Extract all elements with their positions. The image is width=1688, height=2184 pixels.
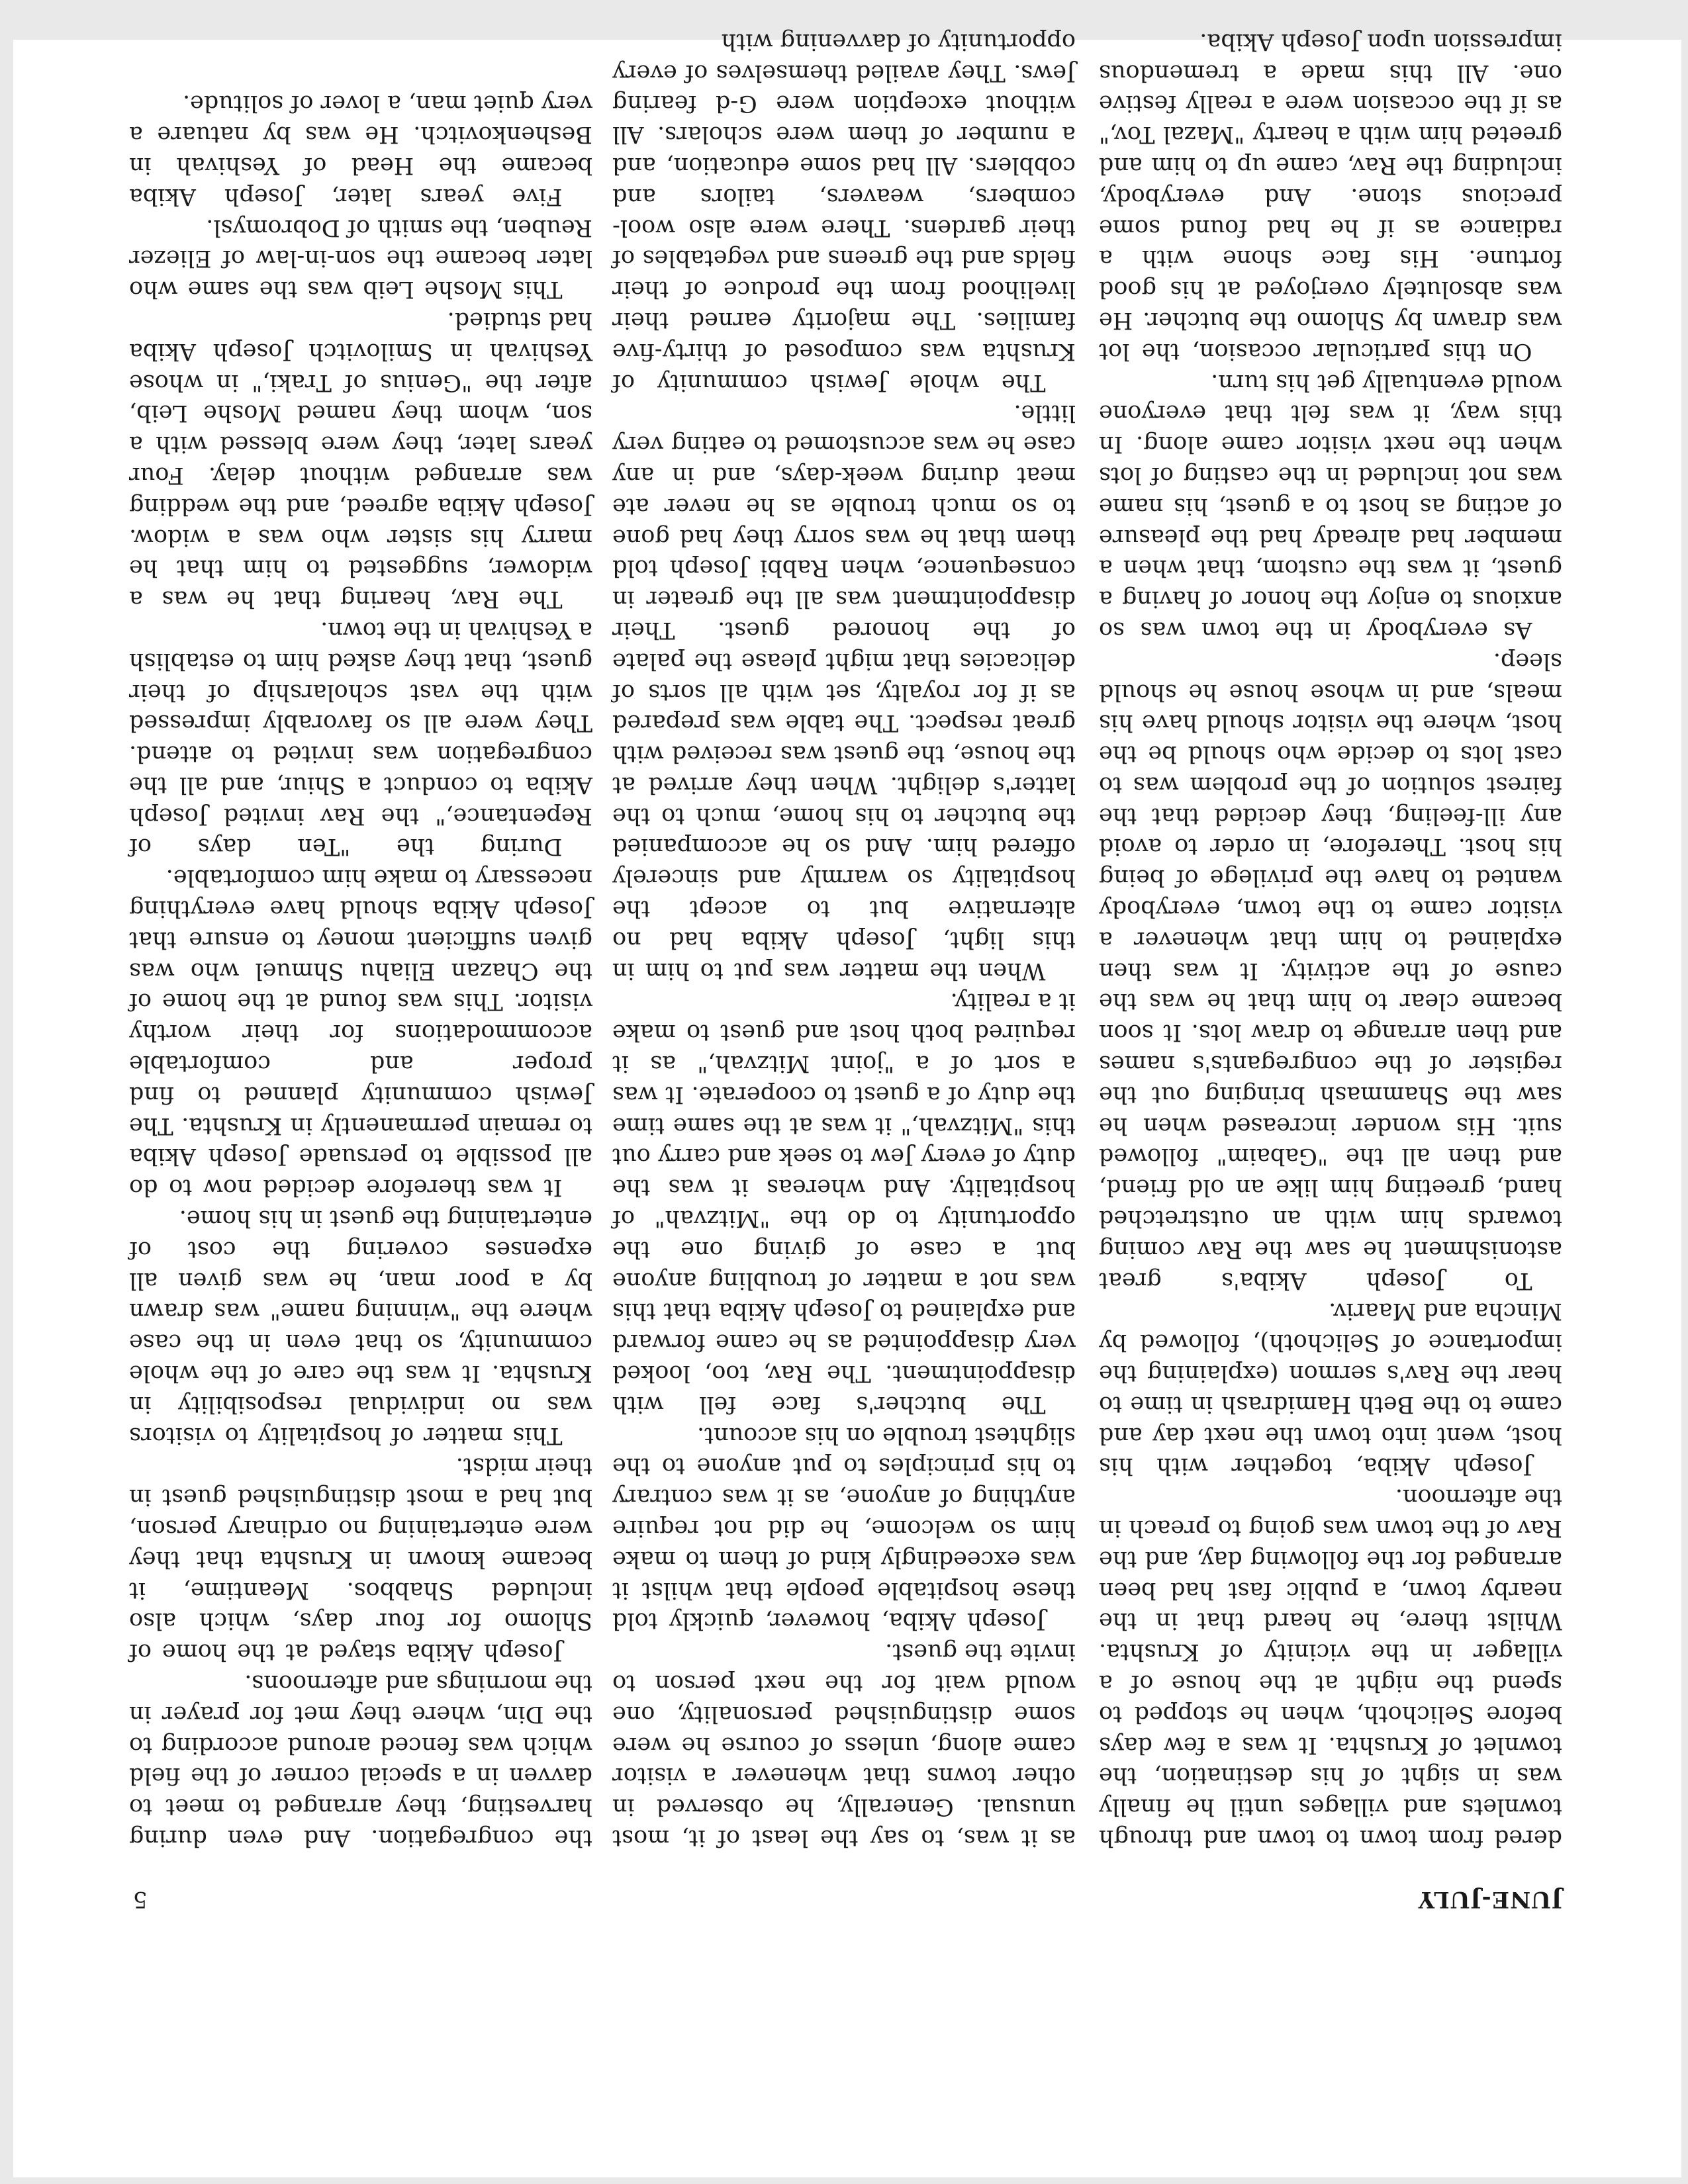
paragraph: To Joseph Akiba's great astonishment he saw the Rav coming towards him with an outstretched hand, greeting him like an old friend, and then all the "Gabaim" followed suit. His wonder increased when he saw the Shammash bringing out the register of the congregants's names and then arrange to draw lots. It soon became clear to him that he was the cause of the activity. It was then explained to him that whenever a visitor came to the town, everybody wanted to have the privilege of being his host. Therefore, in order to avoid any ill-feeling, they decided that the fairest solution of the problem was to cast lots to decide who should be the host, where the visitor should have his meals, and in whose house he should sleep.	[1099, 647, 1562, 1294]
paragraph: Five years later, Joseph Akiba became the Head of Yeshivah in Beshenkovitch. He was by natuare a very quiet man, a lover of solitude.	[129, 90, 592, 210]
paragraph: During the "Ten days of Repentance," the Rav invited Joseph Akiba to conduct a Shiur, and all the congregation was invited to attend. They were all so favorably impressed with the vast scholarship of their guest, that they asked him to establish a Yeshivah in the town.	[129, 616, 592, 860]
paragraph: The Rav, hearing that he was a widower, suggested to him that he marry his sister who was a widow. Joseph Akiba agreed, and the wedding was arranged without delay. Four years later, they were blessed with a son, whom they named Moshe Leib, after the "Genius of Traki," in whose Yeshivah in Smilovitch Joseph Akiba had studied.	[129, 306, 592, 613]
running-header	[119, 1873, 1575, 1913]
paragraph: As everybody in the town was so anxious to enjoy the honor of having a guest, it was the custom, that when a member had already had the pleasure of acting as host to a guest, his name was not included in the casting of lots when the next visitor came along. In this way, it was felt that everyone would eventually get his turn.	[1099, 369, 1562, 643]
paragraph: When the matter was put to him in this light, Joseph Akiba had no alternative but to accept the hospitality so warmly and sincerely offered him. And so he accompanied the butcher to his home, much to the latter's delight. When they arrived at the house, the guest was received with great respect. The table was prepared as if for royalty, set with all sorts of delicacies that might please the palate of the honored guest. Their disappointment was all the greater in consequence, when Rabbi Joseph told them that he was sorry they had gone to so much trouble as he never ate meat during week-days, and in any case he was accustomed to eating very little.	[612, 400, 1076, 984]
paragraph: dered from town to town and through townlets and villages until he finally was in sight of his destination, the townlet of Krushta. It was a few days before Selichoth, when he stopped to spend the night at the house of a villager in the vicinity of Krushta. Whilst there, he heard that in the nearby town, a public fast had been arranged for the following day, and the Rav of the town was going to preach in the afternoon.	[1099, 1484, 1562, 1851]
text-column-2	[612, 28, 1076, 1853]
paragraph: Joseph Akiba stayed at the home of Shlomo for four days, which also included Shabbos. Meantime, it became known in Krushta that they were entertaining no ordinary person, but had a most distinguished guest in their midst.	[129, 1453, 592, 1666]
text-column-1	[1099, 28, 1562, 1853]
paragraph: the congregation. And even during harvesting, they arranged to meet to davven in a special corner of the field which was fenced around according to the Din, where they met for prayer in the mornings and afternoons.	[129, 1670, 592, 1851]
paragraph: The whole Jewish community of Krushta was composed of thirty-five families. The majority earned their livelihood from the produce of their fields and the greens and vegetables of their gardens. There were also wool-combers, weavers, tailors and cobblers. All had some education, and a number of them were scholars. All without exception were G-d fearing Jews. They availed themselves of every opportunity of davvening with	[612, 28, 1076, 396]
paragraph: The butcher's face fell with disappointment. The Rav, too, looked very disappointed as he came forward and explained to Joseph Akiba that this was not a matter of troubling anyone but a case of giving one the opportunity to do the "Mitzvah" of hospitality. And whereas it was the duty of every Jew to seek and carry out this "Mitzvah," it was at the same time the duty of a guest to cooperate. It was a sort of a "joint Mitzvah," as it required both host and guest to make it a reality.	[612, 988, 1076, 1418]
page-number: 5	[132, 1886, 148, 1913]
paragraph: as it was, to say the least of it, most unusual. Generally, he observed in other towns that whenever a visitor came along, unless of course he were some distinguished personality, one would wait for the next person to invite the guest.	[612, 1639, 1076, 1851]
paragraph: It was therefore decided now to do all possible to persuade Joseph Akiba to remain permanently in Krushta. The Jewish community planned to find proper and comfortable accommodations for their worthy visitor. This was found at the home of the Chazan Eliahu Shmuel who was given sufficient money to ensure that Joseph Akiba should have everything necessary to make him comfortable.	[129, 864, 592, 1201]
paragraph: This matter of hospitality to visitors was no individual resposibility in Krushta. It was the care of the whole community, so that even in the case where the "winning name" was drawn by a poor man, he was given all expenses covering the cost of entertaining the guest in his home.	[129, 1205, 592, 1449]
paragraph: Joseph Akiba, together with his host, went into town the next day and came to the Beth Hamidrash in time to hear the Rav's sermon (explaining the importance of Selichoth), followed by Mincha and Maariv.	[1099, 1298, 1562, 1480]
paragraph: On this particular occasion, the lot was drawn by Shlomo the butcher. He was absolutely overjoyed at his good fortune. His face shone with a radiance as if he had found some precious stone. And everybody, including the Rav, came up to him and greeted him with a hearty "Mazal Tov," as if the occasion were a really festive one. All this made a tremendous impression upon Joseph Akiba.	[1099, 28, 1562, 365]
paragraph: Joseph Akiba, however, quickly told these hospitable people that whilst it was exceedingly kind of them to make him so welcome, he did not require anything of anyone, as it was contrary to his principles to put anyone to the slightest trouble on his account.	[612, 1422, 1076, 1635]
paragraph: This Moshe Leib was the same who later became the son-in-law of Eliezer Reuben, the smith of Dobromysl.	[129, 214, 592, 303]
text-column-3	[129, 90, 592, 1853]
issue-month: JUNE-JULY	[1417, 1886, 1562, 1913]
